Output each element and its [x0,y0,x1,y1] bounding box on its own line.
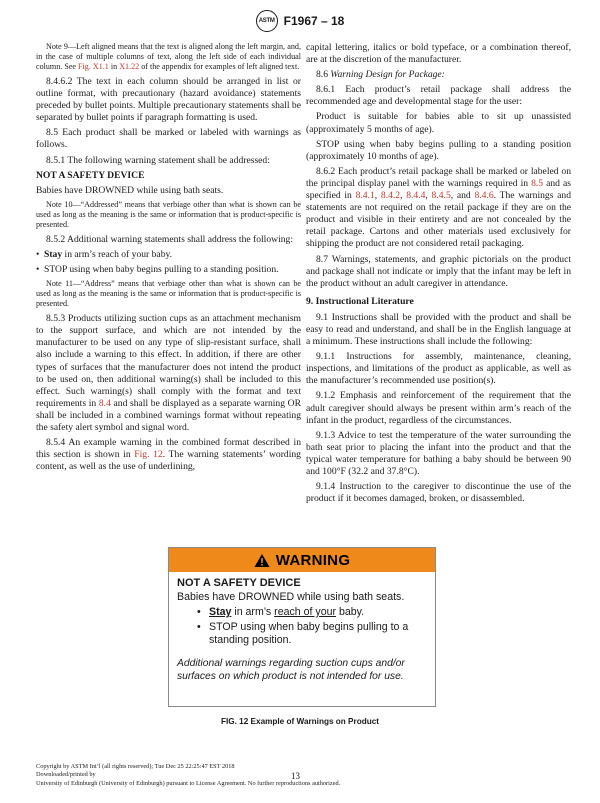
paragraph-9-1: 9.1 Instructions shall be provided with the product and shall be easy to read and understand, and shall be in the English language at a minimum. These instructions shall include the following: [306,311,571,348]
warning-line: Babies have DROWNED while using bath seats. [177,591,405,603]
link-8-4-5[interactable]: 8.4.5 [431,190,451,202]
statement-suitable: Product is suitable for babies able to sit up unassisted (approximately 5 months of age). [306,111,571,135]
right-column [306,42,571,508]
note-10: Note 10—“Addressed” means that verbiage other than what is shown can be used as long as the meaning is the same or information that is product-specific is presented. [36,199,301,229]
paragraph-8-5-1: 8.5.1 The following warning statement shall be addressed: [46,154,270,166]
paragraph-8-5-2: 8.5.2 Additional warning statements shall address the following: [46,233,294,245]
page-number: 13 [291,771,300,781]
link-x1-22[interactable]: X1.22 [119,62,140,71]
link-8-4-1[interactable]: 8.4.1 [355,190,375,202]
paragraph-8-6-1: 8.6.1 Each product’s retail package shall address the recommended age and developmental stage for the user: [306,84,571,108]
paragraph-continuation: capital lettering, italics or bold typeface, or a combination thereof, are at the discretion of the manufacturer. [306,42,571,66]
warning-list-item-stay: • Stay in arm’s reach of your baby. [197,606,427,619]
paragraph-8-5: 8.5 Each product shall be marked or labeled with warnings as follows. [36,127,301,151]
section-heading-9: 9. Instructional Literature [306,295,414,307]
astm-logo-icon: ASTM [256,10,278,32]
link-8-4[interactable]: 8.4 [98,397,111,409]
statement-stop: STOP using when baby begins pulling to a standing position (approximately 10 months of age). [306,138,571,162]
link-fig-x1-1[interactable]: Fig. X1.1 [78,62,109,71]
paragraph-9-1-3: 9.1.3 Advice to test the temperature of the water surrounding the bath seat prior to placing the infant into the product and that the typical water temperature for bathing a baby should be between 90 and 100°F (32.2 and 37.8°C). [306,429,571,477]
warning-list [197,606,427,647]
bullet-stop: • STOP using when baby begins pulling to a standing position. [36,264,279,276]
warning-header [169,548,435,572]
link-8-5[interactable]: 8.5 [531,177,544,189]
download-line: Downloaded/printed by [36,771,96,779]
page-header [0,9,600,33]
link-fig-12[interactable]: Fig. 12 [134,449,163,461]
warning-footnote: Additional warnings regarding suction cups and/or surfaces on which product is not intended for use. [177,658,405,682]
left-column [36,42,301,476]
standard-designation: F1967 – 18 [283,14,345,28]
paragraph-9-1-4: 9.1.4 Instruction to the caregiver to discontinue the use of the product if it becomes damaged, broken, or disassembled. [306,481,571,505]
warning-title: NOT A SAFETY DEVICE [177,577,301,589]
paragraph-8-7: 8.7 Warnings, statements, and graphic pictorials on the product and package shall not indicate or imply that the infant may be left in the product without an adult caregiver in attendance. [306,253,571,289]
link-8-4-6[interactable]: 8.4.6 [474,190,494,202]
paragraph-8-5-4: 8.5.4 An example warning in the combined format described in this section is shown in Fig. 12. The warning statements’ wording content, as well as the use of underlining, [36,437,301,473]
note-9: Note 9—Left aligned means that the text is aligned along the left margin, and, in the case of multiple columns of text, along the left side of each individual column. See Fig. X1.1 in X1.22 of the appendix for examples of left aligned text. [36,42,301,71]
paragraph-8-6-2: 8.6.2 Each product’s retail package shall be marked or labeled on the principal display panel with the warnings required in 8.5 and as specified in 8.4.1, 8.4.2, 8.4.4, 8.4.5, and 8.4.6. The warnings and statements are not required on the retail package if they are on the product and visible in their entirety and are not concealed by the retail package. Cartons and other materials used exclusively for shipping the product are not considered retail packaging. [306,165,572,250]
link-8-4-2[interactable]: 8.4.2 [380,190,401,202]
copyright-line: Copyright by ASTM Int’l (all rights reserved); Tue Dec 25 22:25:47 EST 2018 [36,763,235,770]
link-8-4-4[interactable]: 8.4.4 [406,190,426,202]
warning-label-figure [168,547,436,707]
warning-list-item-stop: • STOP using when baby begins pulling to a standing position. [197,621,427,647]
warning-body [169,572,435,683]
figure-caption: FIG. 12 Example of Warnings on Product [220,717,379,726]
statement-not-safety-device: NOT A SAFETY DEVICE [36,169,145,181]
bullet-icon: • [36,264,40,276]
signal-word: WARNING [275,551,351,569]
paragraph-9-1-1: 9.1.1 Instructions for assembly, maintenance, cleaning, inspections, and limitations of the product as applicable, as well as the manufacturer’s recommended use position(s). [306,351,571,387]
heading-8-6: 8.6 Warning Design for Package: [316,69,445,81]
page-footer [36,763,456,788]
license-line: University of Edinburgh (University of Edinburgh) pursuant to License Agreement. No further reproductions authorized. [36,779,341,787]
paragraph-8-4-6-2: 8.4.6.2 The text in each column should be arranged in list or outline format, with precautionary (hazard avoidance) statements preceded by bullet points. Multiple precautionary statements shall be separated by bullet points if paragraph formatting is used. [36,76,301,124]
paragraph-8-5-3: 8.5.3 Products utilizing suction cups as an attachment mechanism to the support surface, and which are not intended by the manufacturer to be used on any type of slip-resistant surface, shall also include a warning to this effect. In addition, if there are other types of surfaces that the manufacturer does not intend the product to be used on, then additional warning(s) shall be included to this effect. Such warning(s) shall comply with the format and text requirements in 8.4 and shall be displayed as a separate warning OR shall be included in a combined warnings format without repeating the safety alert symbol and signal word. [36,313,301,433]
note-11: Note 11—“Address” means that verbiage other than what is shown can be used as long as the meaning is the same or information that is product-specific is presented. [36,279,301,309]
statement-drowned: Babies have DROWNED while using bath seats. [36,184,224,196]
bullet-stay: • Stay in arm’s reach of your baby. [36,248,173,260]
bullet-icon: • [36,248,40,260]
warning-triangle-icon [254,553,270,568]
paragraph-9-1-2: 9.1.2 Emphasis and reinforcement of the requirement that the adult caregiver should always be present within arm’s reach of the infant in the product, regardless of the circumstances. [306,390,571,426]
